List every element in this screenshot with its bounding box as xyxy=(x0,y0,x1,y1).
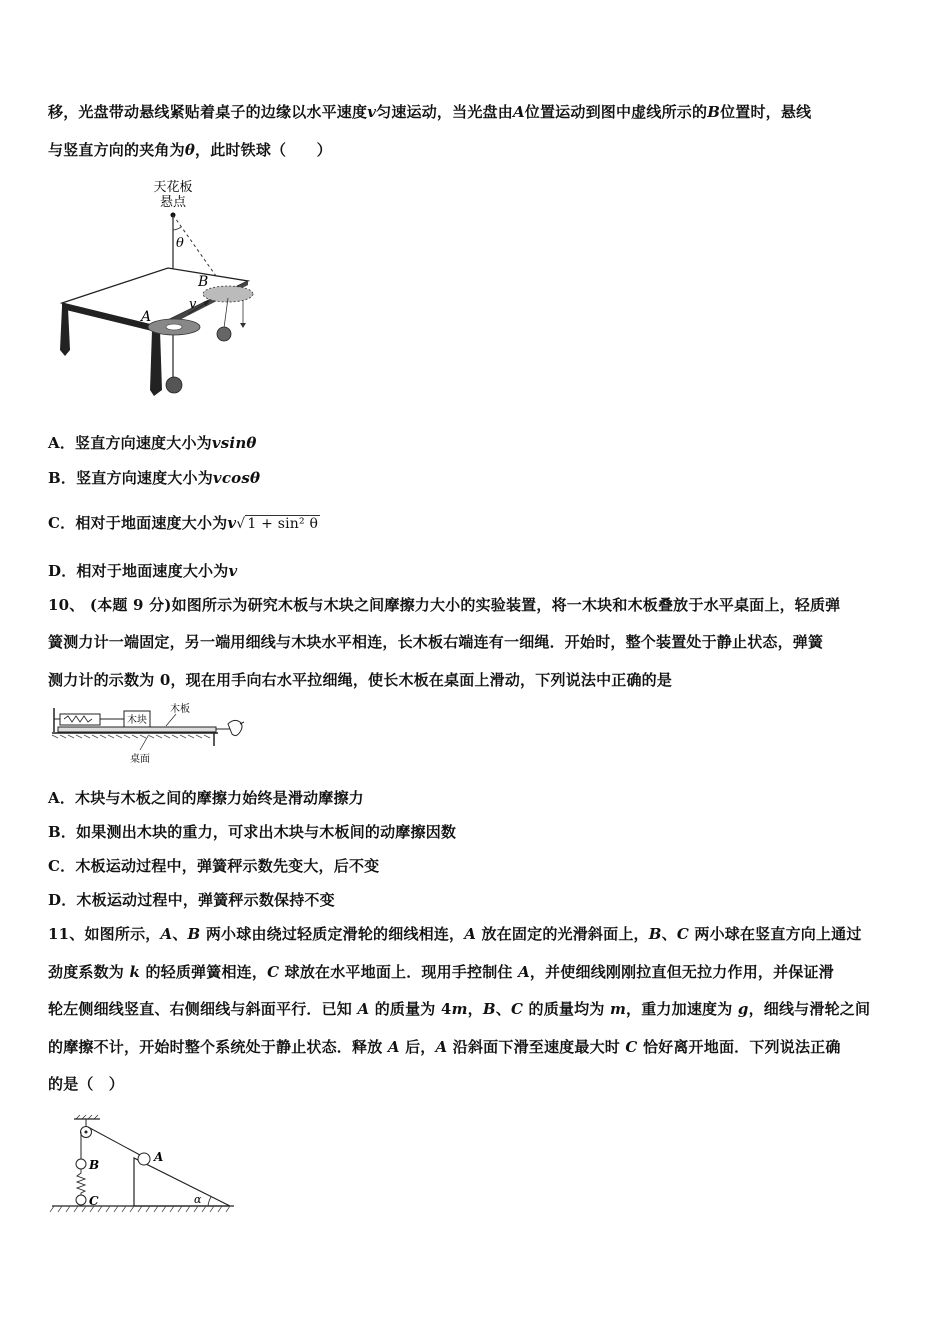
option-b xyxy=(48,467,260,488)
table-label: 桌面 xyxy=(130,754,150,765)
text: ，细线与滑轮之间 xyxy=(748,1000,871,1018)
board-label: 木板 xyxy=(170,704,190,715)
option-formula: v xyxy=(228,562,238,580)
text: 球放在水平地面上．现用手控制住 xyxy=(279,963,519,981)
var-v: v xyxy=(367,103,377,121)
option-formula: vsinθ xyxy=(211,434,257,452)
incline xyxy=(134,1158,230,1206)
text: 的摩擦不计，开始时整个系统处于静止状态．释放 xyxy=(48,1038,388,1056)
option-text: 相对于地面速度大小为 xyxy=(76,562,229,580)
option-a xyxy=(48,432,257,453)
text: 位置时，悬线 xyxy=(720,103,812,121)
intro-line-1 xyxy=(48,101,811,122)
text: 11、如图所示， xyxy=(48,925,161,943)
var: k xyxy=(129,963,141,981)
ball-B xyxy=(76,1159,86,1169)
q11-line-2 xyxy=(48,961,834,982)
text: 、 xyxy=(495,1000,511,1018)
text: 、 xyxy=(172,925,188,943)
var: g xyxy=(737,1000,749,1018)
label-A: A xyxy=(141,309,152,325)
var-B: B xyxy=(707,103,721,121)
var: A xyxy=(464,925,477,943)
q10-option-a xyxy=(48,787,364,808)
option-letter: B． xyxy=(48,823,77,841)
q10-line-2: 簧测力计一端固定，另一端用细线与木块水平相连，长木板右端连有一细绳．开始时，整个装置处于静止状态，弹簧 xyxy=(48,633,824,651)
q11-line-4 xyxy=(48,1036,841,1057)
label-B: B xyxy=(198,274,209,290)
q11-line-3 xyxy=(48,998,870,1019)
q10-option-d xyxy=(48,889,335,910)
figure-pulley-incline xyxy=(48,1113,238,1215)
option-letter: A． xyxy=(48,789,76,807)
label-alpha: α xyxy=(194,1193,202,1206)
text: 劲度系数为 xyxy=(48,963,130,981)
var: A xyxy=(160,925,173,943)
var: A xyxy=(387,1038,400,1056)
spring xyxy=(77,1169,85,1195)
label-C: C xyxy=(89,1194,99,1208)
label-A: A xyxy=(154,1150,164,1164)
option-c xyxy=(48,512,320,533)
text: 两小球在竖直方向上通过 xyxy=(688,925,862,943)
text: 的质量均为 xyxy=(523,1000,610,1018)
var: A xyxy=(435,1038,448,1056)
text: 后， xyxy=(399,1038,436,1056)
q10-line-3: 测力计的示数为 0，现在用手向右水平拉细绳，使长木板在桌面上滑动，下列说法中正确的是 xyxy=(48,671,673,689)
var: A xyxy=(357,1000,370,1018)
option-d xyxy=(48,560,237,581)
text: 与竖直方向的夹角为 xyxy=(48,141,185,159)
radicand: 1 + sin² θ xyxy=(247,516,319,532)
intro-line-2 xyxy=(48,139,332,160)
ceiling-label: 天花板 xyxy=(153,180,193,195)
option-text: 竖直方向速度大小为 xyxy=(76,469,213,487)
var: C xyxy=(676,925,689,943)
var: C xyxy=(510,1000,524,1018)
text: 轮左侧细线竖直、右侧细线与斜面平行．已知 xyxy=(48,1000,358,1018)
text: 放在固定的光滑斜面上， xyxy=(476,925,649,943)
var-theta: θ xyxy=(184,141,196,159)
text: ，并使细线刚刚拉直但无拉力作用，并保证滑 xyxy=(529,963,834,981)
label-v: v xyxy=(189,297,197,312)
q11-line-5: 的是（ ） xyxy=(48,1075,125,1093)
option-letter: B． xyxy=(48,469,77,487)
text: 位置运动到图中虚线所示的 xyxy=(524,103,708,121)
option-letter: C． xyxy=(48,857,76,875)
suspension-label: 悬点 xyxy=(159,195,187,210)
option-text: 木板运动过程中，弹簧秤示数先变大，后不变 xyxy=(75,857,380,875)
ball-A xyxy=(138,1153,150,1165)
text: 移，光盘带动悬线紧贴着桌子的边缘以水平速度 xyxy=(48,103,368,121)
ball-B xyxy=(217,327,231,341)
text: ，此时铁球（ ） xyxy=(195,141,332,159)
spring-scale xyxy=(60,714,100,725)
q10-option-b xyxy=(48,821,456,842)
var: m xyxy=(451,1000,468,1018)
option-text: 相对于地面速度大小为 xyxy=(75,514,228,532)
block-label: 木块 xyxy=(127,715,147,726)
option-text: 如果测出木块的重力，可求出木块与木板间的动摩擦因数 xyxy=(76,823,457,841)
text: ， xyxy=(467,1000,483,1018)
option-formula: vcosθ xyxy=(212,469,261,487)
text: 匀速运动，当光盘由 xyxy=(376,103,513,121)
text: 、 xyxy=(661,925,677,943)
q10-option-c xyxy=(48,855,379,876)
figure-table-disc xyxy=(48,178,263,398)
var: C xyxy=(267,963,280,981)
var: C xyxy=(625,1038,638,1056)
option-formula: v xyxy=(227,514,237,532)
option-letter: C． xyxy=(48,514,76,532)
q10-line-1: 10、 (本题 9 分)如图所示为研究木板与木块之间摩擦力大小的实验装置，将一木块和木板叠放于水平桌面上，轻质弹 xyxy=(48,596,841,614)
table-leg xyxy=(60,307,70,356)
var: A xyxy=(518,963,530,981)
option-letter: D． xyxy=(48,562,77,580)
text: 的轻质弹簧相连， xyxy=(140,963,268,981)
var-A: A xyxy=(512,103,525,121)
option-letter: D． xyxy=(48,891,77,909)
text: 沿斜面下滑至速度最大时 xyxy=(447,1038,626,1056)
figure-friction-setup xyxy=(48,702,248,770)
var: B xyxy=(187,925,201,943)
text: 两小球由绕过轻质定滑轮的细线相连， xyxy=(200,925,465,943)
text: 恰好离开地面．下列说法正确 xyxy=(637,1038,841,1056)
var: B xyxy=(482,1000,496,1018)
table-leg xyxy=(150,330,162,396)
var: B xyxy=(648,925,662,943)
option-letter: A． xyxy=(48,434,76,452)
text: 的质量为 4 xyxy=(369,1000,452,1018)
option-text: 木块与木板之间的摩擦力始终是滑动摩擦力 xyxy=(75,789,364,807)
theta-label: θ xyxy=(176,236,184,251)
wood-board xyxy=(58,727,216,732)
ball-C xyxy=(76,1195,86,1205)
label-B: B xyxy=(89,1158,100,1172)
sqrt-expression: √ 1 + sin² θ xyxy=(236,516,319,532)
hand xyxy=(228,720,242,735)
option-text: 木板运动过程中，弹簧秤示数保持不变 xyxy=(76,891,335,909)
ball-A xyxy=(166,377,182,393)
var: m xyxy=(609,1000,627,1018)
q11-line-1 xyxy=(48,923,862,944)
option-text: 竖直方向速度大小为 xyxy=(75,434,212,452)
text: ，重力加速度为 xyxy=(626,1000,738,1018)
